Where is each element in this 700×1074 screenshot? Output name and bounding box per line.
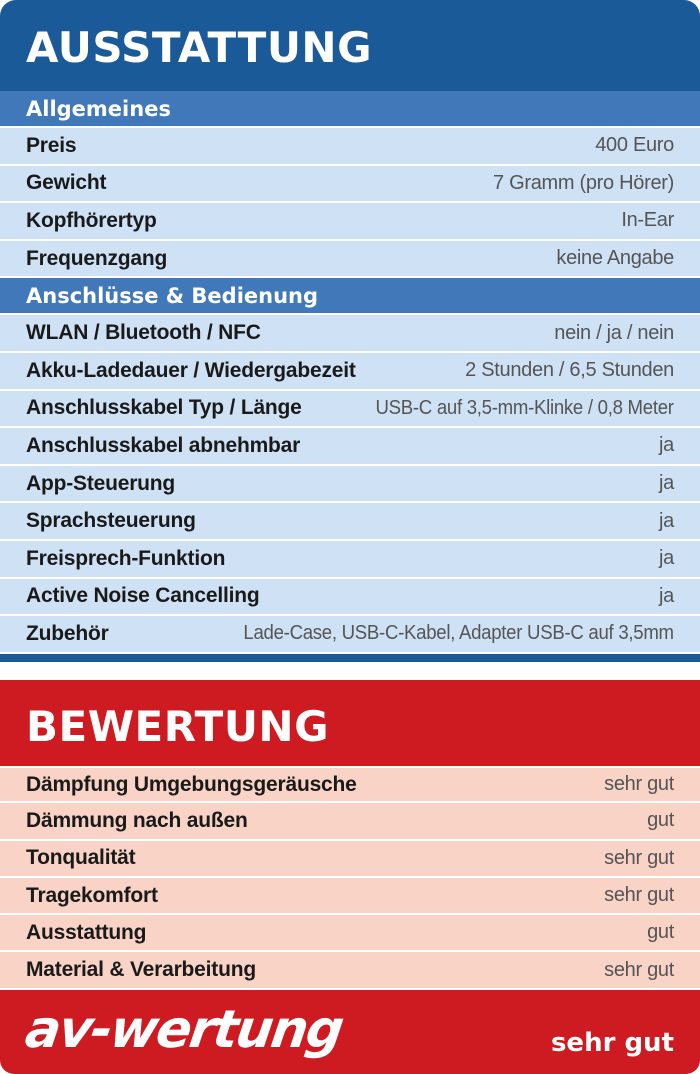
rating-row-material [0, 952, 700, 989]
spec-value: 7 Gramm (pro Hörer) [493, 171, 674, 194]
spec-row-zubehoer [0, 616, 700, 654]
spec-row-kopfhoerertyp [0, 203, 700, 241]
spec-label: Active Noise Cancelling [26, 584, 260, 608]
spec-row-anc [0, 579, 700, 617]
section-heading-anschluesse: Anschlüsse & Bedienung [0, 278, 700, 315]
spec-value: ja [659, 509, 674, 532]
spec-value: Lade-Case, USB-C-Kabel, Adapter USB-C auf 3,5mm [243, 622, 674, 645]
rating-label: Ausstattung [26, 920, 147, 944]
section-heading-allgemeines: Allgemeines [0, 91, 700, 128]
spec-value: ja [659, 434, 674, 457]
spec-value: keine Angabe [556, 247, 674, 270]
verdict-bar [0, 998, 700, 1074]
spec-row-gewicht [0, 166, 700, 204]
rating-row-daempfung [0, 766, 700, 803]
rating-label: Material & Verarbeitung [26, 958, 256, 982]
rating-label: Tragekomfort [26, 883, 158, 907]
spec-label: Gewicht [26, 171, 107, 195]
spec-row-sprachsteuerung [0, 503, 700, 541]
spec-row-freisprech [0, 541, 700, 579]
spec-row-anschlusskabel-typ [0, 391, 700, 429]
spec-value: In-Ear [621, 209, 674, 232]
spec-row-frequenzgang [0, 241, 700, 279]
spec-value: ja [659, 472, 674, 495]
spec-value: ja [659, 584, 674, 607]
rating-value: gut [647, 921, 674, 944]
bewertung-box [0, 680, 700, 1074]
spec-label: WLAN / Bluetooth / NFC [26, 321, 261, 345]
rating-value: sehr gut [604, 884, 674, 907]
spec-row-wlan-bluetooth-nfc [0, 315, 700, 353]
spec-label: Preis [26, 133, 77, 157]
spec-label: Anschlusskabel Typ / Länge [26, 396, 302, 420]
spec-label: App-Steuerung [26, 471, 176, 495]
rating-row-tonqualitaet [0, 841, 700, 878]
spec-label: Freisprech-Funktion [26, 546, 226, 570]
ausstattung-title: AUSSTATTUNG [26, 23, 373, 72]
rating-label: Dämmung nach außen [26, 808, 248, 832]
spec-value: ja [659, 547, 674, 570]
rating-table [0, 766, 700, 990]
bewertung-title: BEWERTUNG [26, 702, 330, 751]
spec-table [0, 91, 700, 654]
rating-label: Tonqualität [26, 846, 136, 870]
spec-label: Zubehör [26, 621, 109, 645]
spec-label: Frequenzgang [26, 246, 168, 270]
rating-row-ausstattung [0, 915, 700, 952]
spec-row-akku [0, 353, 700, 391]
rating-label: Dämpfung Umgebungsgeräusche [26, 772, 357, 796]
rating-value: sehr gut [604, 773, 674, 796]
spec-label: Anschlusskabel abnehmbar [26, 433, 301, 457]
rating-row-tragekomfort [0, 878, 700, 915]
spec-value: USB-C auf 3,5-mm-Klinke / 0,8 Meter [375, 396, 674, 419]
rating-row-daemmung [0, 803, 700, 840]
spec-row-anschlusskabel-abnehmbar [0, 428, 700, 466]
spec-row-preis [0, 128, 700, 166]
spec-label: Sprachsteuerung [26, 509, 196, 533]
rating-value: sehr gut [604, 958, 674, 981]
spec-value: 2 Stunden / 6,5 Stunden [465, 359, 674, 382]
av-wertung-logo: av-wertung [21, 1000, 346, 1060]
verdict-value: sehr gut [550, 1028, 674, 1058]
rating-value: gut [647, 809, 674, 832]
spec-row-app-steuerung [0, 466, 700, 504]
rating-value: sehr gut [604, 846, 674, 869]
spec-label: Kopfhörertyp [26, 208, 157, 232]
spec-label: Akku-Ladedauer / Wiedergabezeit [26, 358, 356, 382]
spec-value: nein / ja / nein [554, 321, 674, 344]
spec-value: 400 Euro [595, 134, 674, 157]
